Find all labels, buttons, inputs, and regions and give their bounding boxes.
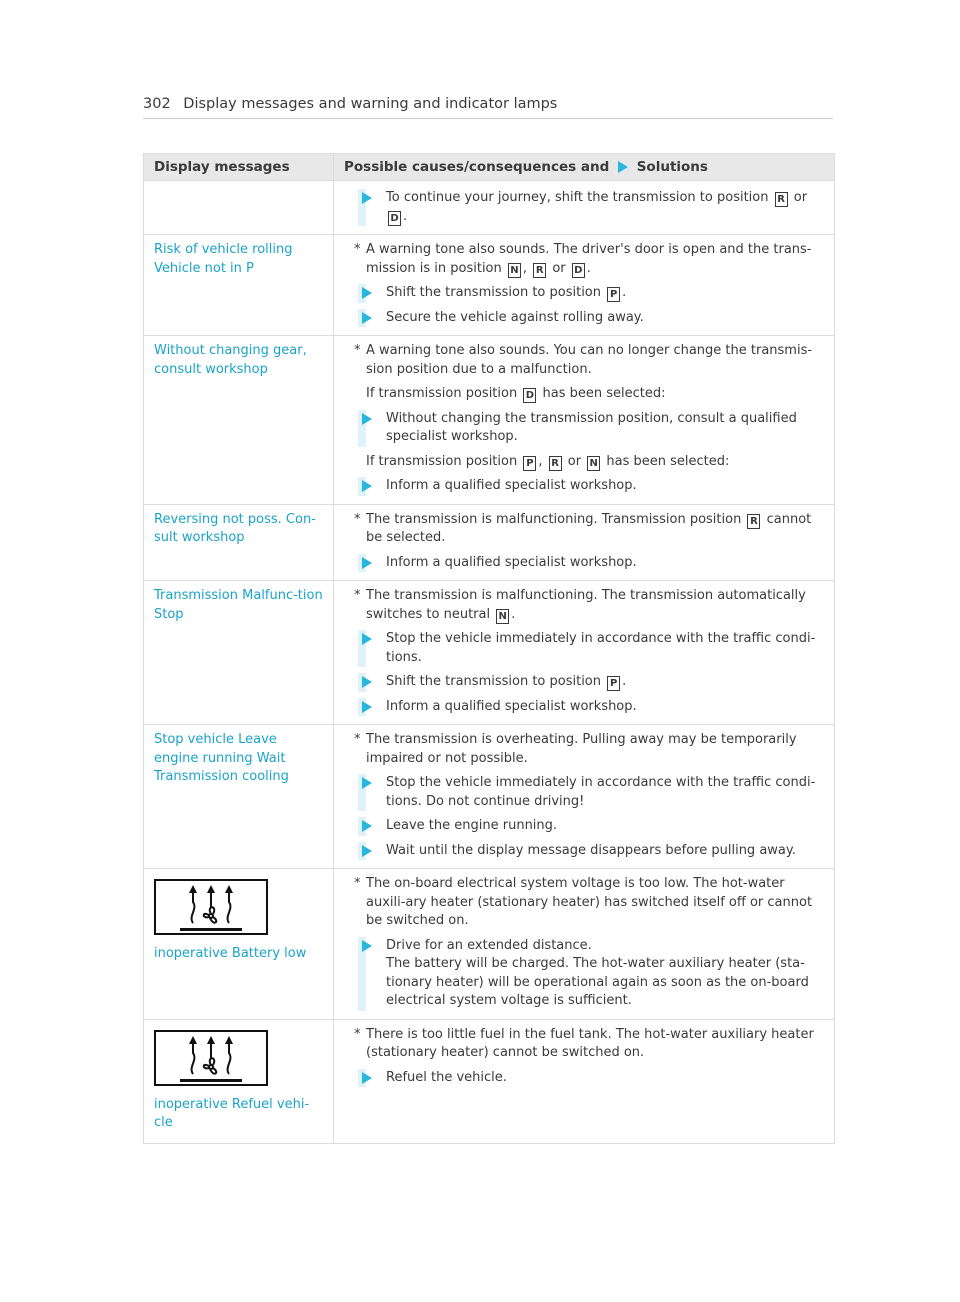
table-row — [144, 504, 835, 581]
gear-position-key: D — [523, 388, 536, 403]
play-arrow-icon — [362, 413, 372, 425]
auxiliary-heater-icon — [154, 1030, 268, 1086]
solutions-cell — [334, 504, 835, 581]
play-arrow-icon — [362, 633, 372, 645]
condition-text: If transmission position D has been selected: — [366, 386, 666, 401]
play-arrow-icon — [362, 557, 372, 569]
play-arrow-icon — [362, 845, 372, 857]
solutions-cell — [334, 581, 835, 725]
auxiliary-heater-icon — [154, 879, 268, 935]
solution-step: Leave the engine running. — [354, 817, 824, 836]
solutions-cell — [334, 235, 835, 336]
play-arrow-icon — [362, 701, 372, 713]
table-header-row — [144, 154, 835, 181]
gear-position-key: R — [775, 192, 788, 207]
display-message-cell — [144, 504, 334, 581]
table-row — [144, 869, 835, 1020]
cause-note: * A warning tone also sounds. You can no longer change the transmis-sion position due to a malfunction. — [354, 343, 813, 377]
solution-step: Shift the transmission to position P . — [354, 673, 824, 692]
cause-note: * The transmission is malfunctioning. The transmission automatically switches to neutral N . — [354, 588, 806, 622]
solution-step: Secure the vehicle against rolling away. — [354, 309, 824, 328]
play-arrow-icon — [362, 676, 372, 688]
gear-position-key: N — [587, 456, 600, 471]
section-title: Display messages and warning and indicator lamps — [183, 96, 558, 112]
header-divider — [143, 118, 833, 119]
play-arrow-icon — [618, 161, 628, 173]
solution-step: Inform a qualified specialist workshop. — [354, 477, 824, 496]
solution-step: To continue your journey, shift the transmission to position R or D . — [354, 189, 824, 226]
display-message-cell — [144, 581, 334, 725]
display-messages-table — [143, 153, 835, 1144]
column-header-display-messages: Display messages — [144, 154, 334, 181]
gear-position-key: P — [607, 676, 620, 691]
solution-step: Inform a qualified specialist workshop. — [354, 698, 824, 717]
display-message-text: Without changing gear, consult workshop — [154, 343, 307, 377]
condition-text: If transmission position P , R or N has been selected: — [366, 453, 730, 469]
gear-position-key: D — [572, 263, 585, 278]
cause-note: * The transmission is overheating. Pulling away may be temporarily impaired or not possible. — [354, 732, 797, 766]
play-arrow-icon — [362, 1072, 372, 1084]
gear-position-key: N — [496, 609, 509, 624]
page-header — [143, 96, 557, 112]
display-message-text: inoperative Refuel vehi-cle — [154, 1096, 310, 1130]
display-message-text: Transmission Malfunc-tion Stop — [154, 588, 323, 622]
cause-note: * There is too little fuel in the fuel tank. The hot-water auxiliary heater (stationary heater) cannot be switched on. — [354, 1026, 814, 1060]
solution-step: Stop the vehicle immediately in accordance with the traffic condi-tions. Do not continue driving! — [354, 774, 824, 811]
table-row — [144, 235, 835, 336]
page-number: 302 — [143, 96, 171, 112]
play-arrow-icon — [362, 287, 372, 299]
solution-step: Without changing the transmission position, consult a qualified specialist workshop. — [354, 410, 824, 447]
display-message-text: Reversing not poss. Con-sult workshop — [154, 511, 316, 545]
display-message-cell — [144, 181, 334, 235]
gear-position-key: R — [747, 514, 760, 529]
gear-position-key: P — [523, 456, 536, 471]
solution-step: Drive for an extended distance. The battery will be charged. The hot-water auxiliary heater (sta-tionary heater) will be operational again as soon as the on-board electrical system voltage is sufficient. — [354, 937, 824, 1011]
display-message-text: Risk of vehicle rolling Vehicle not in P — [154, 242, 293, 276]
gear-position-key: N — [508, 263, 521, 278]
column-header-solutions: Solutions — [636, 159, 708, 175]
display-message-cell — [144, 1019, 334, 1143]
display-message-cell — [144, 725, 334, 869]
solution-step: Refuel the vehicle. — [354, 1069, 824, 1088]
play-arrow-icon — [362, 312, 372, 324]
solutions-cell — [334, 725, 835, 869]
gear-position-key: R — [549, 456, 562, 471]
table-row — [144, 181, 835, 235]
play-arrow-icon — [362, 192, 372, 204]
cause-note: * A warning tone also sounds. The driver's door is open and the trans-mission is in position N , R or D . — [354, 242, 812, 276]
solution-step: Stop the vehicle immediately in accordance with the traffic condi-tions. — [354, 630, 824, 667]
table-row — [144, 581, 835, 725]
solution-step: Inform a qualified specialist workshop. — [354, 554, 824, 573]
play-arrow-icon — [362, 480, 372, 492]
gear-position-key: R — [533, 263, 546, 278]
gear-position-key: P — [607, 287, 620, 302]
solutions-cell — [334, 181, 835, 235]
display-message-cell — [144, 235, 334, 336]
display-message-text: Stop vehicle Leave engine running Wait Transmission cooling — [154, 732, 289, 784]
table-row — [144, 336, 835, 505]
solutions-cell — [334, 336, 835, 505]
display-message-cell — [144, 336, 334, 505]
play-arrow-icon — [362, 820, 372, 832]
solutions-cell — [334, 1019, 835, 1143]
play-arrow-icon — [362, 940, 372, 952]
table-row — [144, 725, 835, 869]
gear-position-key: D — [388, 211, 401, 226]
table-row — [144, 1019, 835, 1143]
play-arrow-icon — [362, 777, 372, 789]
solution-step: Shift the transmission to position P . — [354, 284, 824, 303]
column-header-causes-solutions — [334, 154, 835, 181]
display-message-cell — [144, 869, 334, 1020]
cause-note: * The transmission is malfunctioning. Transmission position R cannot be selected. — [354, 511, 812, 545]
cause-note: * The on-board electrical system voltage is too low. The hot-water auxili-ary heater (stationary heater) has switched itself off or cannot be switched on. — [354, 876, 813, 928]
solutions-cell — [334, 869, 835, 1020]
column-header-causes: Possible causes/consequences and — [344, 159, 610, 175]
solution-step: Wait until the display message disappears before pulling away. — [354, 842, 824, 861]
display-message-text: inoperative Battery low — [154, 946, 307, 961]
